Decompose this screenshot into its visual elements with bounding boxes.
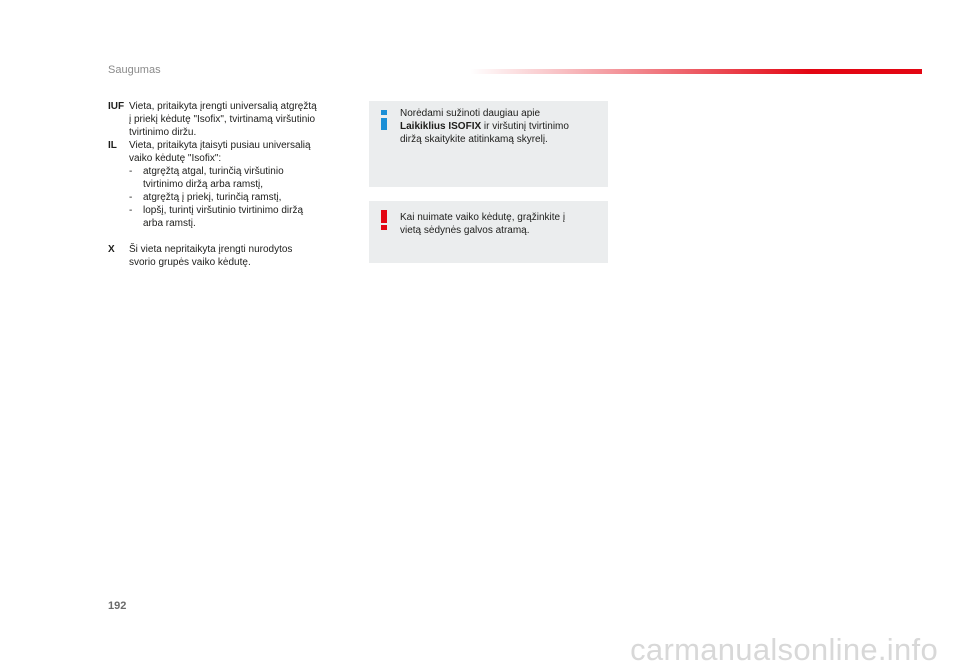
list-dash: - <box>129 166 133 177</box>
list-item-text: tvirtinimo diržą arba ramstį, <box>143 179 264 190</box>
info-text <box>400 107 600 146</box>
legend-text: į priekį kėdutę "Isofix", tvirtinamą viršutinio <box>129 114 316 125</box>
legend-code: X <box>108 244 115 255</box>
legend-entry-x <box>108 243 358 269</box>
legend-text: vaiko kėdutę "Isofix": <box>129 153 222 164</box>
header-accent-rule <box>470 69 922 74</box>
legend-code: IUF <box>108 101 125 112</box>
list-dash: - <box>129 205 133 216</box>
info-bold-term: Laikiklius ISOFIX <box>400 121 482 132</box>
info-icon <box>377 109 391 131</box>
page-header-title: Saugumas <box>108 64 161 76</box>
list-item-text: arba ramstį. <box>143 218 196 229</box>
info-box <box>369 101 608 187</box>
list-item <box>129 191 358 204</box>
list-item-text: lopšį, turintį viršutinio tvirtinimo diržą <box>143 205 304 216</box>
legend-text: tvirtinimo diržu. <box>129 127 197 138</box>
legend-text: Ši vieta nepritaikyta įrengti nurodytos <box>129 244 293 255</box>
info-line: Norėdami sužinoti daugiau apie <box>400 108 541 119</box>
legend-entry-il <box>108 139 358 230</box>
info-line-rest: ir viršutinį tvirtinimo <box>481 121 569 132</box>
legend-text: svorio grupės vaiko kėdutę. <box>129 257 251 268</box>
warning-line: Kai nuimate vaiko kėdutę, grąžinkite į <box>400 212 566 223</box>
legend-code: IL <box>108 140 117 151</box>
page-number: 192 <box>108 600 127 612</box>
list-item <box>129 165 358 191</box>
legend-text: Vieta, pritaikyta įtaisyti pusiau universalią <box>129 140 311 151</box>
list-item-text: atgręžtą į priekį, turinčią ramstį, <box>143 192 282 203</box>
warning-text <box>400 211 600 237</box>
legend-text: Vieta, pritaikyta įrengti universalią atgręžtą <box>129 101 317 112</box>
warning-line: vietą sėdynės galvos atramą. <box>400 225 530 236</box>
exclamation-icon <box>377 209 391 231</box>
legend-entry-iuf <box>108 100 358 139</box>
list-item-text: atgręžtą atgal, turinčią viršutinio <box>143 166 284 177</box>
isofix-legend <box>108 100 358 269</box>
info-line <box>400 120 600 133</box>
list-item <box>129 204 358 230</box>
watermark: carmanualsonline.info <box>630 632 938 667</box>
info-line: diržą skaitykite atitinkamą skyrelį. <box>400 134 548 145</box>
warning-box <box>369 201 608 263</box>
list-dash: - <box>129 192 133 203</box>
